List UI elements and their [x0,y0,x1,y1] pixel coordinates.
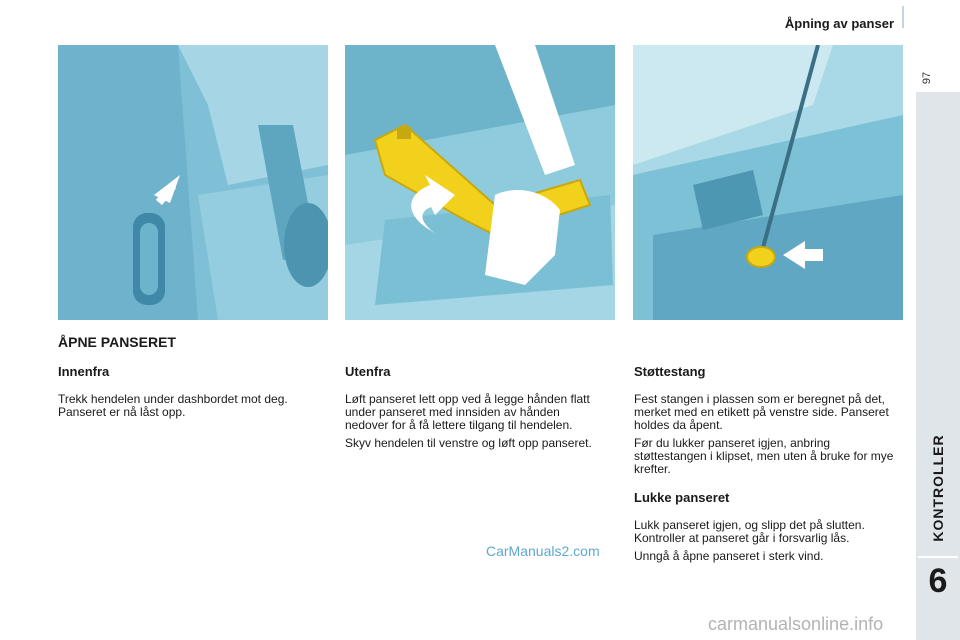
column-paragraph: Løft panseret lett opp ved å legge hånden flatt under panseret med innsiden av hånden nedover for å få lettere tilgang til hendelen. [345,392,590,432]
column-heading: Innenfra [58,364,110,379]
figure-interior-lever [58,45,328,320]
header-title: Åpning av panser [784,16,894,31]
section-title: ÅPNE PANSERET [58,334,176,350]
column-paragraph: Før du lukker panseret igjen, anbring støttestangen i klipset, men uten å bruke for mye krefter. [634,436,894,476]
column-paragraph: Unngå å åpne panseret i sterk vind. [634,549,824,563]
chapter-label: KONTROLLER [930,434,946,542]
column-innenfra [58,364,330,424]
footer-watermark: carmanualsonline.info [708,614,884,634]
column-paragraph: Lukk panseret igjen, og slipp det på slutten. Kontroller at panseret går i forsvarlig lås. [634,518,865,545]
column-paragraph: Fest stangen i plassen som er beregnet på det, merket med en etikett på venstre side. Panseret holdes da åpent. [634,392,889,432]
figure-exterior-lever [345,45,615,320]
column-stottestang [634,364,906,568]
clip-label [747,247,775,267]
column-utenfra [345,364,595,455]
column-paragraph: Skyv hendelen til venstre og løft opp panseret. [345,436,592,450]
column-subheading: Lukke panseret [634,490,730,505]
column-heading: Støttestang [634,364,706,379]
column-paragraph: Trekk hendelen under dashbordet mot deg. Panseret er nå låst opp. [58,392,288,419]
watermark-link[interactable]: CarManuals2.com [486,543,600,559]
chapter-number: 6 [928,562,948,600]
chapter-divider [918,556,958,558]
header-divider [902,6,904,28]
column-heading: Utenfra [345,364,391,379]
page-number: 97 [921,71,933,85]
figure-support-rod [633,45,903,320]
